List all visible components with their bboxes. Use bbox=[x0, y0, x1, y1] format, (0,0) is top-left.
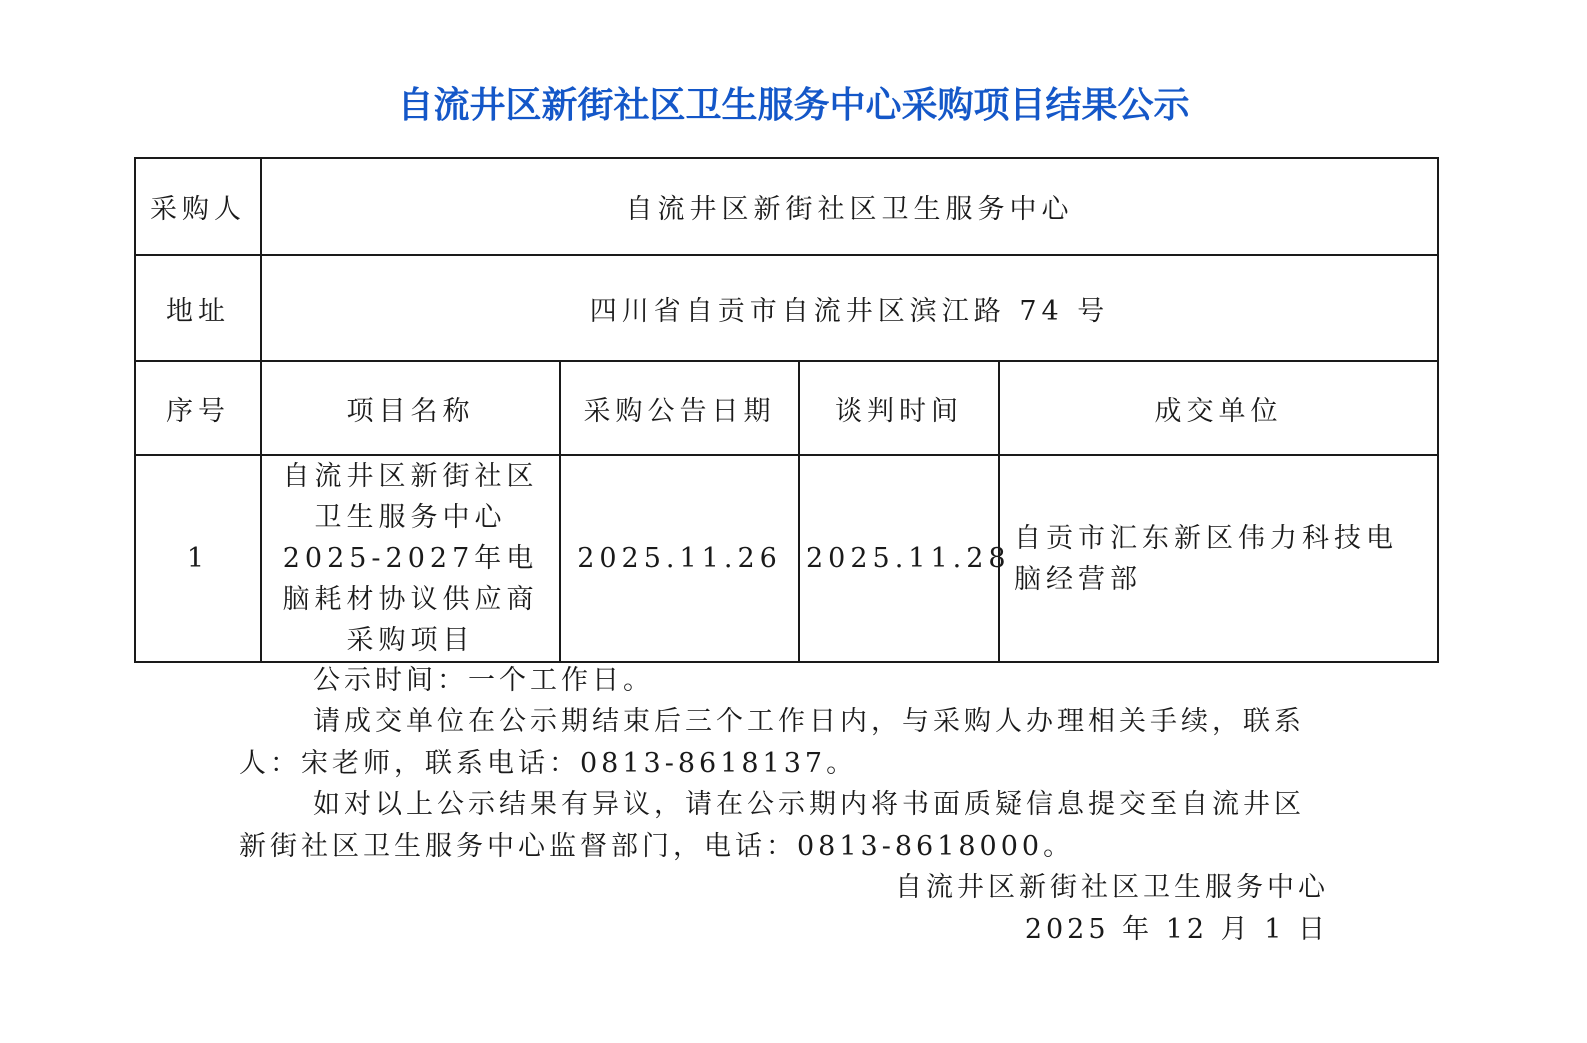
row-seq: 1 bbox=[135, 455, 261, 662]
signature-org: 自流井区新街社区卫生服务中心 bbox=[895, 872, 1329, 903]
address-label: 地址 bbox=[135, 255, 261, 361]
buyer-value: 自流井区新街社区卫生服务中心 bbox=[261, 158, 1438, 255]
notice-period: 公示时间：一个工作日。 bbox=[313, 665, 654, 696]
page-title: 自流井区新街社区卫生服务中心采购项目结果公示 bbox=[397, 85, 1190, 126]
buyer-label: 采购人 bbox=[135, 158, 261, 255]
row-announce-date: 2025.11.26 bbox=[560, 455, 799, 662]
notice-contact-line-1: 请成交单位在公示期结束后三个工作日内，与采购人办理相关手续，联系 bbox=[313, 706, 1305, 737]
row-project-name: 自流井区新街社区卫生服务中心2025-2027年电脑耗材协议供应商采购项目 bbox=[261, 455, 560, 662]
header-seq: 序号 bbox=[135, 361, 261, 455]
header-negotiation-time: 谈判时间 bbox=[799, 361, 999, 455]
buyer-row bbox=[135, 158, 1438, 255]
notice-objection-line-2: 新街社区卫生服务中心监督部门，电话：0813-8618000。 bbox=[239, 831, 1075, 862]
notice-contact-line-2: 人：宋老师，联系电话：0813-8618137。 bbox=[239, 748, 858, 779]
procurement-result-table bbox=[134, 157, 1439, 663]
header-announce-date: 采购公告日期 bbox=[560, 361, 799, 455]
header-project-name: 项目名称 bbox=[261, 361, 560, 455]
header-winner: 成交单位 bbox=[999, 361, 1438, 455]
table-row bbox=[135, 455, 1438, 662]
table-header-row bbox=[135, 361, 1438, 455]
notice-objection-line-1: 如对以上公示结果有异议，请在公示期内将书面质疑信息提交至自流井区 bbox=[313, 789, 1305, 820]
address-row bbox=[135, 255, 1438, 361]
row-negotiation-time: 2025.11.28 bbox=[799, 455, 999, 662]
address-value: 四川省自贡市自流井区滨江路 74 号 bbox=[261, 255, 1438, 361]
signature-date: 2025 年 12 月 1 日 bbox=[1024, 914, 1329, 945]
row-winner: 自贡市汇东新区伟力科技电脑经营部 bbox=[999, 455, 1438, 662]
